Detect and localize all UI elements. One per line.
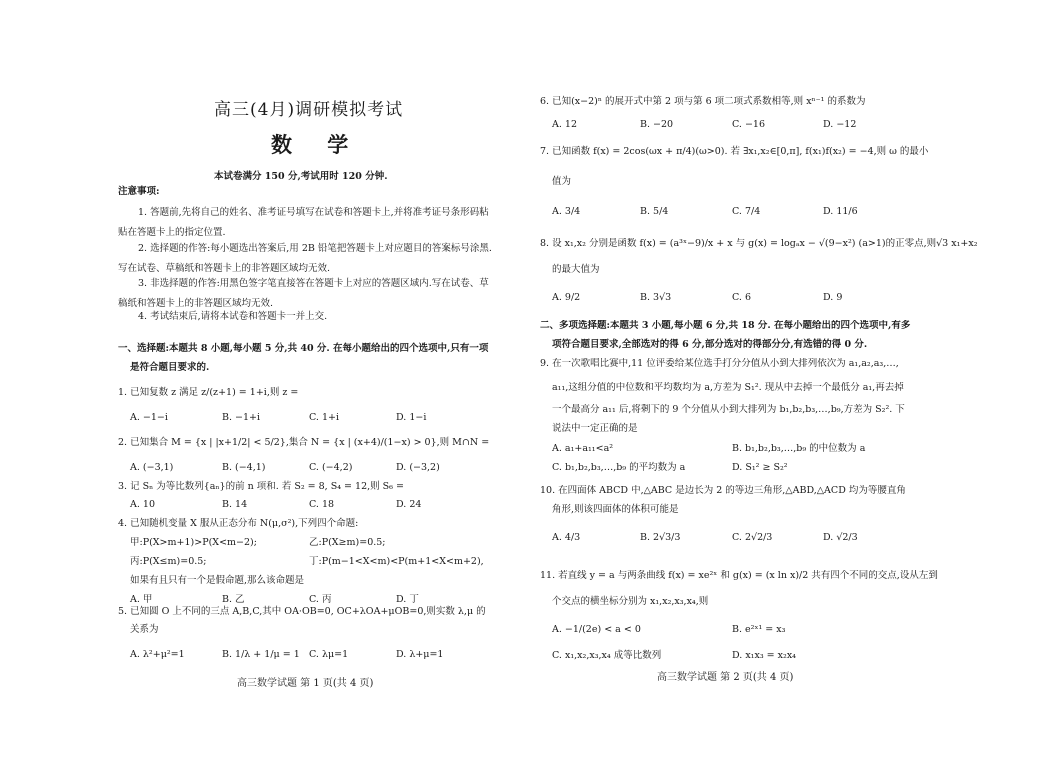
q6-option-b: B. −20 — [640, 119, 674, 130]
q5-option-a: A. λ²+μ²=1 — [130, 649, 185, 660]
q11-option-a: A. −1/(2e) < a < 0 — [552, 624, 641, 635]
section2-heading: 二、多项选择题:本题共 3 小题,每小题 6 分,共 18 分. 在每小题给出的四个选项中,有多 — [540, 320, 911, 331]
q10-cont: 角形,则该四面体的体积可能是 — [552, 504, 679, 515]
q8-option-c: C. 6 — [732, 292, 752, 303]
q3-option-b: B. 14 — [222, 499, 248, 510]
q4-option-c: C. 丙 — [309, 594, 332, 605]
q8-option-a: A. 9/2 — [552, 292, 581, 303]
q8-stem: 8. 设 x₁,x₂ 分别是函数 f(x) = (a³ˣ−9)/x + x 与 g(x) = logₐx − √(9−x²) (a>1)的正零点,则√3 x₁+x₂ — [540, 238, 978, 249]
q10-stem: 10. 在四面体 ABCD 中,△ABC 是边长为 2 的等边三角形,△ABD,△ACD 均为等腰直角 — [540, 485, 906, 496]
q1-option-b: B. −1+i — [222, 412, 261, 423]
notes-title: 注意事项: — [118, 186, 160, 197]
q4-cont: 如果有且只有一个是假命题,那么该命题是 — [130, 575, 305, 586]
section1-heading: 一、选择题:本题共 8 小题,每小题 5 分,共 40 分. 在每小题给出的四个选项中,只有一项 — [118, 343, 489, 354]
page-1 — [0, 0, 525, 774]
page-2 — [525, 0, 1051, 774]
q4-prop-bing: 丙:P(X≤m)=0.5; — [130, 556, 207, 567]
q9-line-2: a₁₁,这组分值的中位数和平均数均为 a,方差为 S₁². 现从中去掉一个最低分 a₁,再去掉 — [552, 382, 904, 393]
q7-stem: 7. 已知函数 f(x) = 2cos(ωx + π/4)(ω>0). 若 ∃x₁,x₂∈[0,π], f(x₁)f(x₂) = −4,则 ω 的最小 — [540, 146, 929, 157]
q10-option-b: B. 2√3/3 — [640, 532, 681, 543]
q1-option-c: C. 1+i — [309, 412, 340, 423]
q11-stem: 11. 若直线 y = a 与两条曲线 f(x) = xe²ˣ 和 g(x) = (x ln x)/2 共有四个不同的交点,设从左到 — [540, 570, 938, 581]
q2-stem: 2. 已知集合 M = {x | |x+1/2| < 5/2},集合 N = {x | (x+4)/(1−x) > 0},则 M∩N = — [118, 437, 490, 448]
q4-prop-jia: 甲:P(X>m+1)>P(X<m−2); — [130, 537, 257, 548]
q9-option-a: A. a₁+a₁₁<a² — [552, 443, 614, 454]
q9-option-b: B. b₁,b₂,b₃,…,b₉ 的中位数为 a — [732, 443, 866, 454]
q8-option-b: B. 3√3 — [640, 292, 672, 303]
q7-option-c: C. 7/4 — [732, 206, 761, 217]
q7-cont: 值为 — [552, 176, 572, 187]
q2-option-b: B. (−4,1) — [222, 462, 266, 473]
q5-option-b: B. 1/λ + 1/μ = 1 — [222, 649, 300, 660]
q7-option-b: B. 5/4 — [640, 206, 669, 217]
exam-title: 高三(4月)调研模拟考试 — [214, 100, 404, 120]
page-footer-1: 高三数学试题 第 1 页(共 4 页) — [237, 678, 374, 689]
q6-option-d: D. −12 — [823, 119, 857, 130]
q10-option-a: A. 4/3 — [552, 532, 581, 543]
q7-option-d: D. 11/6 — [823, 206, 858, 217]
note-1: 1. 答题前,先将自己的姓名、准考证号填写在试卷和答题卡上,并将准考证号条形码粘贴在答题卡上的指定位置. — [118, 207, 489, 238]
q10-option-c: C. 2√2/3 — [732, 532, 773, 543]
q9-line-1: 9. 在一次歌唱比赛中,11 位评委给某位选手打分分值从小到大排列依次为 a₁,a₂,a₃,…, — [540, 358, 899, 369]
q2-option-c: C. (−4,2) — [309, 462, 353, 473]
q5-option-d: D. λ+μ=1 — [396, 649, 444, 660]
q2-option-d: D. (−3,2) — [396, 462, 440, 473]
section1-heading-cont: 是符合题目要求的. — [130, 362, 210, 373]
note-3: 3. 非选择题的作答:用黑色签字笔直接答在答题卡上对应的答题区域内.写在试卷、草稿纸和答题卡上的非答题区域均无效. — [118, 278, 489, 309]
q3-option-a: A. 10 — [130, 499, 155, 510]
q4-prop-yi: 乙:P(X≥m)=0.5; — [309, 537, 386, 548]
q9-option-c: C. b₁,b₂,b₃,…,b₉ 的平均数为 a — [552, 462, 686, 473]
q9-line-4: 说法中一定正确的是 — [552, 423, 638, 434]
exam-info: 本试卷满分 150 分,考试用时 120 分钟. — [214, 171, 388, 182]
note-2: 2. 选择题的作答:每小题选出答案后,用 2B 铅笔把答题卡上对应题目的答案标号涂黑.写在试卷、草稿纸和答题卡上的非答题区域均无效. — [118, 243, 492, 274]
q11-option-d: D. x₁x₃ = x₂x₄ — [732, 650, 796, 661]
q2-option-a: A. (−3,1) — [130, 462, 174, 473]
q11-option-c: C. x₁,x₂,x₃,x₄ 成等比数列 — [552, 650, 662, 661]
q10-option-d: D. √2/3 — [823, 532, 858, 543]
q8-cont: 的最大值为 — [552, 264, 600, 275]
q8-option-d: D. 9 — [823, 292, 843, 303]
q4-option-b: B. 乙 — [222, 594, 245, 605]
q11-cont: 个交点的横坐标分别为 x₁,x₂,x₃,x₄,则 — [552, 596, 709, 607]
q3-option-d: D. 24 — [396, 499, 422, 510]
q1-option-d: D. 1−i — [396, 412, 427, 423]
page-footer-2: 高三数学试题 第 2 页(共 4 页) — [657, 672, 794, 683]
q4-option-a: A. 甲 — [130, 594, 153, 605]
q3-stem: 3. 记 Sₙ 为等比数列{aₙ}的前 n 项和. 若 S₂ = 8, S₄ = 12,则 S₆ = — [118, 481, 404, 492]
q1-stem: 1. 已知复数 z 满足 z/(z+1) = 1+i,则 z = — [118, 387, 299, 398]
q3-option-c: C. 18 — [309, 499, 335, 510]
q5-stem: 5. 已知圆 O 上不同的三点 A,B,C,其中 OA·OB=0, OC+λOA+μOB=0,则实数 λ,μ 的 — [118, 606, 486, 617]
q6-option-a: A. 12 — [552, 119, 577, 130]
q1-option-a: A. −1−i — [130, 412, 168, 423]
q5-option-c: C. λμ=1 — [309, 649, 349, 660]
q6-stem: 6. 已知(x−2)ⁿ 的展开式中第 2 项与第 6 项二项式系数相等,则 xⁿ⁻¹ 的系数为 — [540, 96, 866, 107]
q9-line-3: 一个最高分 a₁₁ 后,将剩下的 9 个分值从小到大排列为 b₁,b₂,b₃,…,b₉,方差为 S₂². 下 — [552, 404, 905, 415]
section2-heading-cont: 项符合题目要求,全部选对的得 6 分,部分选对的得部分分,有选错的得 0 分. — [552, 339, 868, 350]
q5-cont: 关系为 — [130, 624, 159, 635]
note-4: 4. 考试结束后,请将本试卷和答题卡一并上交. — [138, 311, 328, 322]
q7-option-a: A. 3/4 — [552, 206, 581, 217]
q9-option-d: D. S₁² ≥ S₂² — [732, 462, 788, 473]
q11-option-b: B. e²ˣ¹ = x₃ — [732, 624, 786, 635]
q4-option-d: D. 丁 — [396, 594, 419, 605]
subject-title: 数 学 — [271, 132, 363, 157]
q6-option-c: C. −16 — [732, 119, 766, 130]
q4-stem: 4. 已知随机变量 X 服从正态分布 N(μ,σ²),下列四个命题: — [118, 518, 359, 529]
q4-prop-ding: 丁:P(m−1<X<m)<P(m+1<X<m+2), — [309, 556, 484, 567]
